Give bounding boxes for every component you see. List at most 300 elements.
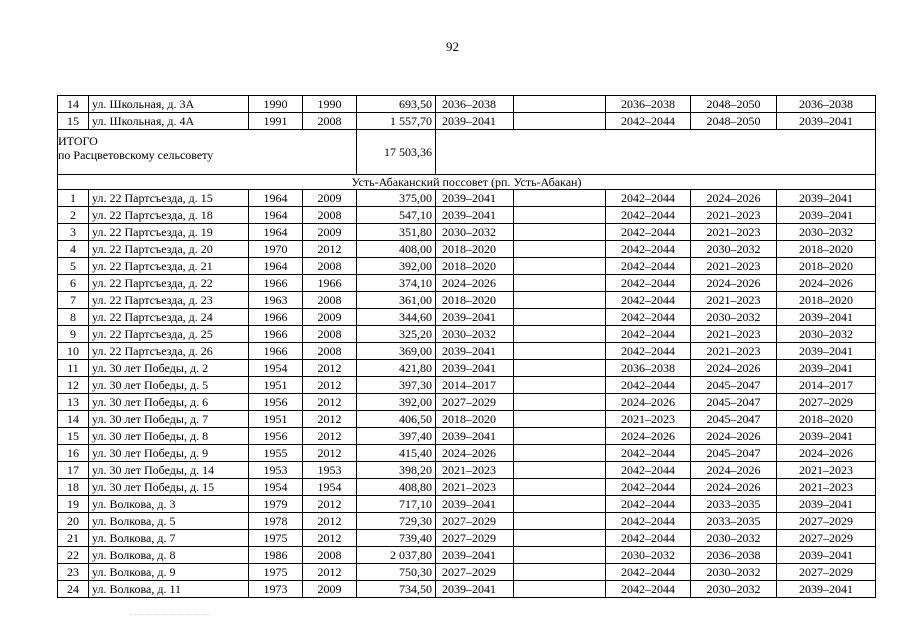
period-5-cell: 2027–2029 [777, 530, 876, 547]
period-1-cell: 2027–2029 [436, 530, 514, 547]
period-4-cell: 2021–2023 [691, 207, 777, 224]
build-year-cell: 1975 [249, 564, 303, 581]
period-3-cell: 2042–2044 [606, 292, 691, 309]
build-year-cell: 1951 [249, 377, 303, 394]
period-1-cell: 2030–2032 [436, 326, 514, 343]
period-4-cell: 2033–2035 [691, 496, 777, 513]
repair-year-cell: 2012 [303, 513, 357, 530]
period-2-cell [514, 309, 606, 326]
area-cell: 408,00 [357, 241, 436, 258]
period-4-cell: 2021–2023 [691, 343, 777, 360]
repair-year-cell: 2009 [303, 581, 357, 598]
address-cell: ул. 30 лет Победы, д. 5 [89, 377, 249, 394]
build-year-cell: 1990 [249, 96, 303, 113]
period-5-cell: 2024–2026 [777, 275, 876, 292]
period-1-cell: 2039–2041 [436, 190, 514, 207]
period-2-cell [514, 513, 606, 530]
address-cell: ул. 30 лет Победы, д. 2 [89, 360, 249, 377]
repair-year-cell: 1990 [303, 96, 357, 113]
table-row [58, 377, 876, 394]
period-2-cell [514, 462, 606, 479]
period-2-cell [514, 292, 606, 309]
address-cell: ул. 22 Партсъезда, д. 22 [89, 275, 249, 292]
row-number-cell: 3 [58, 224, 89, 241]
period-5-cell: 2030–2032 [777, 326, 876, 343]
period-5-cell: 2030–2032 [777, 224, 876, 241]
row-number-cell: 19 [58, 496, 89, 513]
build-year-cell: 1963 [249, 292, 303, 309]
area-cell: 693,50 [357, 96, 436, 113]
area-cell: 2 037,80 [357, 547, 436, 564]
page-number: 92 [446, 39, 459, 54]
area-cell: 375,00 [357, 190, 436, 207]
period-5-cell: 2039–2041 [777, 113, 876, 130]
build-year-cell: 1951 [249, 411, 303, 428]
table-row [58, 411, 876, 428]
address-cell: ул. Волкова, д. 3 [89, 496, 249, 513]
repair-year-cell: 2012 [303, 360, 357, 377]
period-5-cell: 2021–2023 [777, 462, 876, 479]
build-year-cell: 1991 [249, 113, 303, 130]
area-cell: 734,50 [357, 581, 436, 598]
build-year-cell: 1956 [249, 394, 303, 411]
repair-year-cell: 2009 [303, 190, 357, 207]
area-cell: 406,50 [357, 411, 436, 428]
period-2-cell [514, 479, 606, 496]
table-row [58, 343, 876, 360]
build-year-cell: 1964 [249, 258, 303, 275]
repair-year-cell: 1954 [303, 479, 357, 496]
period-5-cell: 2039–2041 [777, 428, 876, 445]
build-year-cell: 1966 [249, 309, 303, 326]
period-3-cell: 2042–2044 [606, 462, 691, 479]
period-3-cell: 2042–2044 [606, 309, 691, 326]
table-row [58, 96, 876, 113]
period-3-cell: 2042–2044 [606, 224, 691, 241]
period-2-cell [514, 428, 606, 445]
table-row [58, 326, 876, 343]
area-cell: 351,80 [357, 224, 436, 241]
total-row [58, 130, 876, 175]
repair-year-cell: 2009 [303, 309, 357, 326]
address-cell: ул. 22 Партсъезда, д. 26 [89, 343, 249, 360]
repair-year-cell: 2012 [303, 394, 357, 411]
period-4-cell: 2030–2032 [691, 530, 777, 547]
table-row [58, 581, 876, 598]
period-3-cell: 2042–2044 [606, 581, 691, 598]
period-5-cell: 2039–2041 [777, 581, 876, 598]
total-label-line1: ИТОГО [58, 134, 98, 148]
table-row [58, 292, 876, 309]
table-row [58, 513, 876, 530]
period-5-cell: 2039–2041 [777, 190, 876, 207]
period-5-cell: 2036–2038 [777, 96, 876, 113]
period-5-cell: 2039–2041 [777, 547, 876, 564]
period-3-cell: 2042–2044 [606, 113, 691, 130]
period-1-cell: 2014–2017 [436, 377, 514, 394]
build-year-cell: 1954 [249, 360, 303, 377]
period-1-cell: 2039–2041 [436, 496, 514, 513]
period-1-cell: 2027–2029 [436, 564, 514, 581]
build-year-cell: 1955 [249, 445, 303, 462]
build-year-cell: 1964 [249, 224, 303, 241]
build-year-cell: 1966 [249, 326, 303, 343]
period-4-cell: 2021–2023 [691, 258, 777, 275]
build-year-cell: 1954 [249, 479, 303, 496]
table-row [58, 241, 876, 258]
period-1-cell: 2039–2041 [436, 309, 514, 326]
section-title: Усть-Абаканский поссовет (рп. Усть-Абакан) [58, 175, 876, 190]
period-1-cell: 2021–2023 [436, 462, 514, 479]
period-2-cell [514, 258, 606, 275]
build-year-cell: 1956 [249, 428, 303, 445]
period-2-cell [514, 564, 606, 581]
period-2-cell [514, 190, 606, 207]
period-5-cell: 2027–2029 [777, 564, 876, 581]
table-row [58, 275, 876, 292]
period-1-cell: 2027–2029 [436, 394, 514, 411]
period-2-cell [514, 581, 606, 598]
period-5-cell: 2018–2020 [777, 292, 876, 309]
period-5-cell: 2039–2041 [777, 343, 876, 360]
period-3-cell: 2042–2044 [606, 496, 691, 513]
period-1-cell: 2039–2041 [436, 547, 514, 564]
period-5-cell: 2027–2029 [777, 394, 876, 411]
repair-year-cell: 1953 [303, 462, 357, 479]
row-number-cell: 5 [58, 258, 89, 275]
period-5-cell: 2021–2023 [777, 479, 876, 496]
period-4-cell: 2033–2035 [691, 513, 777, 530]
build-year-cell: 1966 [249, 343, 303, 360]
repair-year-cell: 2012 [303, 496, 357, 513]
row-number-cell: 7 [58, 292, 89, 309]
address-cell: ул. 22 Партсъезда, д. 23 [89, 292, 249, 309]
period-3-cell: 2042–2044 [606, 377, 691, 394]
area-cell: 750,30 [357, 564, 436, 581]
period-2-cell [514, 241, 606, 258]
address-cell: ул. 22 Партсъезда, д. 18 [89, 207, 249, 224]
address-cell: ул. 30 лет Победы, д. 15 [89, 479, 249, 496]
row-number-cell: 17 [58, 462, 89, 479]
period-4-cell: 2048–2050 [691, 113, 777, 130]
period-3-cell: 2036–2038 [606, 96, 691, 113]
period-1-cell: 2018–2020 [436, 241, 514, 258]
area-cell: 392,00 [357, 394, 436, 411]
period-4-cell: 2030–2032 [691, 309, 777, 326]
period-4-cell: 2045–2047 [691, 377, 777, 394]
address-cell: ул. 30 лет Победы, д. 14 [89, 462, 249, 479]
table-row [58, 445, 876, 462]
row-number-cell: 23 [58, 564, 89, 581]
address-cell: ул. Волкова, д. 5 [89, 513, 249, 530]
period-1-cell: 2039–2041 [436, 360, 514, 377]
row-number-cell: 20 [58, 513, 89, 530]
table-row [58, 547, 876, 564]
period-4-cell: 2024–2026 [691, 462, 777, 479]
area-cell: 1 557,70 [357, 113, 436, 130]
period-3-cell: 2036–2038 [606, 360, 691, 377]
table-row [58, 207, 876, 224]
table-row [58, 479, 876, 496]
table-row [58, 224, 876, 241]
period-4-cell: 2030–2032 [691, 564, 777, 581]
period-4-cell: 2045–2047 [691, 445, 777, 462]
period-3-cell: 2042–2044 [606, 190, 691, 207]
address-cell: ул. Волкова, д. 9 [89, 564, 249, 581]
table-row [58, 394, 876, 411]
row-number-cell: 24 [58, 581, 89, 598]
build-year-cell: 1975 [249, 530, 303, 547]
table-row [58, 309, 876, 326]
area-cell: 729,30 [357, 513, 436, 530]
period-4-cell: 2021–2023 [691, 326, 777, 343]
area-cell: 392,00 [357, 258, 436, 275]
table-row [58, 462, 876, 479]
area-cell: 344,60 [357, 309, 436, 326]
period-2-cell [514, 207, 606, 224]
repair-year-cell: 2012 [303, 411, 357, 428]
address-cell: ул. 30 лет Победы, д. 6 [89, 394, 249, 411]
period-1-cell: 2018–2020 [436, 411, 514, 428]
period-5-cell: 2039–2041 [777, 309, 876, 326]
row-number-cell: 18 [58, 479, 89, 496]
address-cell: ул. Волкова, д. 7 [89, 530, 249, 547]
period-5-cell: 2018–2020 [777, 241, 876, 258]
period-2-cell [514, 530, 606, 547]
period-5-cell: 2018–2020 [777, 411, 876, 428]
repair-year-cell: 2012 [303, 377, 357, 394]
period-4-cell: 2024–2026 [691, 428, 777, 445]
build-year-cell: 1979 [249, 496, 303, 513]
address-cell: ул. 22 Партсъезда, д. 15 [89, 190, 249, 207]
row-number-cell: 15 [58, 428, 89, 445]
address-cell: ул. 22 Партсъезда, д. 21 [89, 258, 249, 275]
period-2-cell [514, 113, 606, 130]
address-cell: ул. Школьная, д. 4А [89, 113, 249, 130]
period-1-cell: 2039–2041 [436, 207, 514, 224]
period-1-cell: 2024–2026 [436, 275, 514, 292]
period-1-cell: 2039–2041 [436, 343, 514, 360]
period-2-cell [514, 394, 606, 411]
repair-year-cell: 2008 [303, 207, 357, 224]
period-4-cell: 2030–2032 [691, 581, 777, 598]
row-number-cell: 6 [58, 275, 89, 292]
period-5-cell: 2014–2017 [777, 377, 876, 394]
period-5-cell: 2018–2020 [777, 258, 876, 275]
total-section [58, 130, 876, 190]
period-4-cell: 2030–2032 [691, 241, 777, 258]
row-number-cell: 21 [58, 530, 89, 547]
period-3-cell: 2042–2044 [606, 530, 691, 547]
period-4-cell: 2048–2050 [691, 96, 777, 113]
period-3-cell: 2042–2044 [606, 445, 691, 462]
row-number-cell: 15 [58, 113, 89, 130]
period-5-cell: 2039–2041 [777, 207, 876, 224]
section-rows [58, 190, 876, 598]
row-number-cell: 16 [58, 445, 89, 462]
period-3-cell: 2024–2026 [606, 428, 691, 445]
row-number-cell: 14 [58, 96, 89, 113]
period-2-cell [514, 275, 606, 292]
period-1-cell: 2039–2041 [436, 428, 514, 445]
table-row [58, 360, 876, 377]
row-number-cell: 14 [58, 411, 89, 428]
address-cell: ул. 30 лет Победы, д. 9 [89, 445, 249, 462]
repair-year-cell: 2008 [303, 547, 357, 564]
table-row [58, 496, 876, 513]
repair-year-cell: 2012 [303, 241, 357, 258]
row-number-cell: 12 [58, 377, 89, 394]
area-cell: 717,10 [357, 496, 436, 513]
period-1-cell: 2018–2020 [436, 258, 514, 275]
area-cell: 398,20 [357, 462, 436, 479]
period-5-cell: 2024–2026 [777, 445, 876, 462]
build-year-cell: 1953 [249, 462, 303, 479]
area-cell: 397,30 [357, 377, 436, 394]
period-4-cell: 2045–2047 [691, 394, 777, 411]
total-label-line2: по Расцветовскому сельсовету [58, 148, 214, 162]
period-3-cell: 2030–2032 [606, 547, 691, 564]
table-row [58, 190, 876, 207]
build-year-cell: 1978 [249, 513, 303, 530]
build-year-cell: 1973 [249, 581, 303, 598]
repair-year-cell: 2008 [303, 292, 357, 309]
table-row [58, 258, 876, 275]
total-value: 17 503,36 [357, 130, 436, 175]
row-number-cell: 13 [58, 394, 89, 411]
area-cell: 547,10 [357, 207, 436, 224]
period-3-cell: 2042–2044 [606, 258, 691, 275]
period-3-cell: 2024–2026 [606, 394, 691, 411]
period-2-cell [514, 360, 606, 377]
address-cell: ул. 22 Партсъезда, д. 24 [89, 309, 249, 326]
repair-year-cell: 2012 [303, 530, 357, 547]
address-cell: ул. 30 лет Победы, д. 7 [89, 411, 249, 428]
period-1-cell: 2039–2041 [436, 113, 514, 130]
repair-year-cell: 2008 [303, 113, 357, 130]
period-4-cell: 2045–2047 [691, 411, 777, 428]
repair-year-cell: 2008 [303, 343, 357, 360]
address-cell: ул. 22 Партсъезда, д. 20 [89, 241, 249, 258]
period-1-cell: 2018–2020 [436, 292, 514, 309]
repair-year-cell: 2012 [303, 564, 357, 581]
period-2-cell [514, 326, 606, 343]
area-cell: 397,40 [357, 428, 436, 445]
build-year-cell: 1966 [249, 275, 303, 292]
period-3-cell: 2042–2044 [606, 564, 691, 581]
area-cell: 325,20 [357, 326, 436, 343]
period-4-cell: 2024–2026 [691, 275, 777, 292]
period-1-cell: 2039–2041 [436, 581, 514, 598]
repair-year-cell: 2012 [303, 428, 357, 445]
table-row [58, 530, 876, 547]
period-5-cell: 2039–2041 [777, 360, 876, 377]
period-3-cell: 2021–2023 [606, 411, 691, 428]
table-row [58, 564, 876, 581]
period-1-cell: 2036–2038 [436, 96, 514, 113]
period-3-cell: 2042–2044 [606, 513, 691, 530]
period-2-cell [514, 411, 606, 428]
build-year-cell: 1964 [249, 207, 303, 224]
period-4-cell: 2024–2026 [691, 479, 777, 496]
address-cell: ул. 22 Партсъезда, д. 19 [89, 224, 249, 241]
address-cell: ул. 30 лет Победы, д. 8 [89, 428, 249, 445]
row-number-cell: 22 [58, 547, 89, 564]
period-3-cell: 2042–2044 [606, 241, 691, 258]
period-4-cell: 2024–2026 [691, 190, 777, 207]
table-row [58, 113, 876, 130]
area-cell: 739,40 [357, 530, 436, 547]
repair-year-cell: 2012 [303, 445, 357, 462]
period-4-cell: 2036–2038 [691, 547, 777, 564]
address-cell: ул. Школьная, д. 3А [89, 96, 249, 113]
period-1-cell: 2027–2029 [436, 513, 514, 530]
period-2-cell [514, 445, 606, 462]
row-number-cell: 10 [58, 343, 89, 360]
area-cell: 361,00 [357, 292, 436, 309]
table-row [58, 428, 876, 445]
section-header-row [58, 175, 876, 190]
row-number-cell: 1 [58, 190, 89, 207]
period-3-cell: 2042–2044 [606, 479, 691, 496]
build-year-cell: 1964 [249, 190, 303, 207]
period-2-cell [514, 343, 606, 360]
period-4-cell: 2024–2026 [691, 360, 777, 377]
housing-register-table [57, 95, 876, 598]
address-cell: ул. Волкова, д. 11 [89, 581, 249, 598]
period-3-cell: 2042–2044 [606, 275, 691, 292]
row-number-cell: 2 [58, 207, 89, 224]
row-number-cell: 11 [58, 360, 89, 377]
repair-year-cell: 2008 [303, 326, 357, 343]
period-3-cell: 2042–2044 [606, 343, 691, 360]
address-cell: ул. 22 Партсъезда, д. 25 [89, 326, 249, 343]
top-rows [58, 96, 876, 130]
period-4-cell: 2021–2023 [691, 292, 777, 309]
period-3-cell: 2042–2044 [606, 326, 691, 343]
row-number-cell: 4 [58, 241, 89, 258]
total-empty-cell [436, 130, 876, 175]
area-cell: 408,80 [357, 479, 436, 496]
area-cell: 374,10 [357, 275, 436, 292]
area-cell: 415,40 [357, 445, 436, 462]
repair-year-cell: 2008 [303, 258, 357, 275]
period-2-cell [514, 547, 606, 564]
period-1-cell: 2024–2026 [436, 445, 514, 462]
row-number-cell: 9 [58, 326, 89, 343]
build-year-cell: 1970 [249, 241, 303, 258]
period-2-cell [514, 377, 606, 394]
period-3-cell: 2042–2044 [606, 207, 691, 224]
period-2-cell [514, 496, 606, 513]
address-cell: ул. Волкова, д. 8 [89, 547, 249, 564]
area-cell: 369,00 [357, 343, 436, 360]
period-1-cell: 2021–2023 [436, 479, 514, 496]
period-2-cell [514, 96, 606, 113]
repair-year-cell: 2009 [303, 224, 357, 241]
faint-marks [130, 598, 210, 615]
total-label [58, 130, 357, 175]
build-year-cell: 1986 [249, 547, 303, 564]
row-number-cell: 8 [58, 309, 89, 326]
period-2-cell [514, 224, 606, 241]
repair-year-cell: 1966 [303, 275, 357, 292]
period-5-cell: 2027–2029 [777, 513, 876, 530]
period-1-cell: 2030–2032 [436, 224, 514, 241]
period-4-cell: 2021–2023 [691, 224, 777, 241]
period-5-cell: 2039–2041 [777, 496, 876, 513]
area-cell: 421,80 [357, 360, 436, 377]
